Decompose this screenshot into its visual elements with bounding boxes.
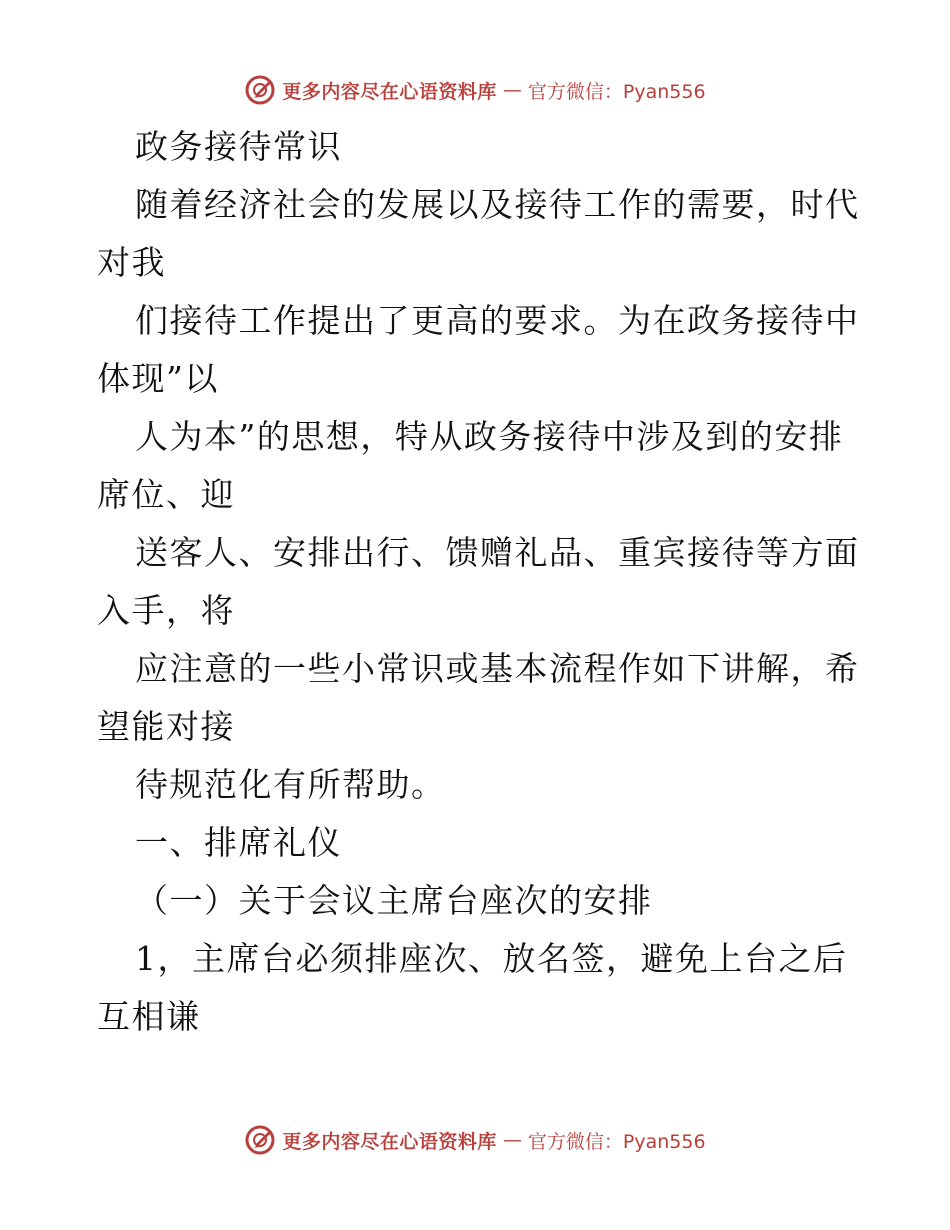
banner-official-account: 官方微信：Pyan556 [527, 1130, 706, 1153]
paragraph-line: 待规范化有所帮助。 [135, 765, 446, 804]
banner-separator: — [502, 1129, 522, 1151]
banner-separator: — [502, 79, 522, 101]
paragraph-line: 们接待工作提出了更高的要求。为在政务接待中 [135, 301, 860, 340]
paragraph-line: 体现”以 [97, 359, 219, 398]
banner-main-text: 更多内容尽在心语资料库 [282, 80, 497, 103]
paragraph-line: 望能对接 [97, 707, 235, 746]
section-heading: 一、排席礼仪 [135, 823, 342, 862]
list-item-continuation: 互相谦 [97, 997, 201, 1036]
banner-main-text: 更多内容尽在心语资料库 [282, 1130, 497, 1153]
document-body [97, 118, 860, 1046]
brand-logo-icon [244, 74, 276, 106]
paragraph-line: 随着经济社会的发展以及接待工作的需要，时代 [135, 185, 860, 224]
paragraph-line: 人为本”的思想，特从政务接待中涉及到的安排 [135, 417, 844, 456]
subsection-heading: （一）关于会议主席台座次的安排 [135, 881, 653, 920]
brand-logo-icon [244, 1124, 276, 1156]
header-banner [0, 72, 950, 108]
paragraph-line: 对我 [97, 243, 166, 282]
paragraph-line: 送客人、安排出行、馈赠礼品、重宾接待等方面 [135, 533, 860, 572]
footer-banner [0, 1122, 950, 1158]
paragraph-line: 席位、迎 [97, 475, 235, 514]
banner-official-account: 官方微信：Pyan556 [527, 80, 706, 103]
document-title: 政务接待常识 [135, 127, 342, 166]
paragraph-line: 应注意的一些小常识或基本流程作如下讲解，希 [135, 649, 860, 688]
paragraph-line: 入手，将 [97, 591, 235, 630]
list-item: 1，主席台必须排座次、放名签，避免上台之后 [135, 939, 848, 978]
